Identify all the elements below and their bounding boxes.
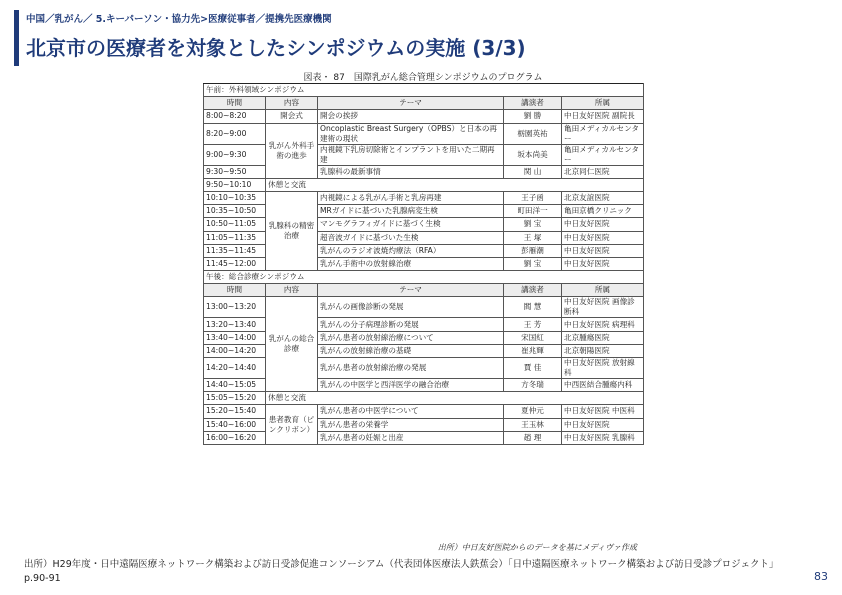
table-row — [204, 191, 644, 204]
affiliation-cell: 北京朝陽医院 — [562, 344, 644, 357]
speaker-cell: 趙 理 — [504, 431, 562, 444]
speaker-cell: 宋国紅 — [504, 331, 562, 344]
speaker-cell: 劉 宝 — [504, 257, 562, 270]
breadcrumb: 中国／乳がん／ 5.キーパーソン・協力先>医療従事者／提携先医療機関 — [26, 14, 332, 25]
time-cell: 14:40~15:05 — [204, 379, 266, 392]
theme-cell: 超音波ガイドに基づいた生検 — [318, 231, 504, 244]
time-cell: 15:20~15:40 — [204, 405, 266, 418]
time-cell: 8:00~8:20 — [204, 110, 266, 123]
column-header: 講演者 — [504, 97, 562, 110]
speaker-cell: 王玉林 — [504, 418, 562, 431]
column-header: テーマ — [318, 97, 504, 110]
content-cell: 患者教育（ピンクリボン） — [266, 405, 318, 445]
table-row — [204, 297, 644, 318]
column-header: 所属 — [562, 284, 644, 297]
program-figure — [203, 70, 643, 552]
theme-cell: Oncoplastic Breast Surgery（OPBS）と日本の再建術の現状 — [318, 123, 504, 144]
affiliation-cell: 中日友好医院 — [562, 244, 644, 257]
affiliation-cell: 亀田メディカルセンター — [562, 144, 644, 165]
time-cell: 11:05~11:35 — [204, 231, 266, 244]
theme-cell: 乳がん患者の妊娠と出産 — [318, 431, 504, 444]
table-row — [204, 110, 644, 123]
theme-cell: 乳がんの中医学と西洋医学の融合治療 — [318, 379, 504, 392]
theme-cell: 乳がん患者の中医学について — [318, 405, 504, 418]
page-number: 83 — [814, 570, 828, 583]
content-cell: 開会式 — [266, 110, 318, 123]
time-cell: 13:40~14:00 — [204, 331, 266, 344]
column-header: 講演者 — [504, 284, 562, 297]
affiliation-cell: 中日友好医院 中医科 — [562, 405, 644, 418]
figure-title: 図表・ 87 国際乳がん総合管理シンポジウムのプログラム — [303, 73, 543, 83]
time-cell: 13:00~13:20 — [204, 297, 266, 318]
program-table — [203, 83, 644, 445]
affiliation-cell: 中日友好医院 — [562, 257, 644, 270]
time-cell: 15:05~15:20 — [204, 392, 266, 405]
column-header: 時間 — [204, 97, 266, 110]
affiliation-cell: 中日友好医院 病理科 — [562, 318, 644, 331]
theme-cell: 乳がんの分子病理診断の発展 — [318, 318, 504, 331]
table-row — [204, 392, 644, 405]
speaker-cell: 坂本尚美 — [504, 144, 562, 165]
time-cell: 15:40~16:00 — [204, 418, 266, 431]
speaker-cell: 関 山 — [504, 165, 562, 178]
header-row — [204, 97, 644, 110]
content-cell: 乳がん外科手術の進歩 — [266, 123, 318, 178]
column-header: 時間 — [204, 284, 266, 297]
affiliation-cell: 北京腫瘍医院 — [562, 331, 644, 344]
affiliation-cell: 中日友好医院 画像診断科 — [562, 297, 644, 318]
theme-cell: 乳がん患者の放射線治療の発展 — [318, 358, 504, 379]
affiliation-cell: 中日友好医院 — [562, 218, 644, 231]
theme-cell: 開会の挨拶 — [318, 110, 504, 123]
speaker-cell: 町田洋一 — [504, 205, 562, 218]
header-row — [204, 284, 644, 297]
theme-cell: 乳がんの放射線治療の基礎 — [318, 344, 504, 357]
speaker-cell: 王 塚 — [504, 231, 562, 244]
table-row — [204, 123, 644, 144]
break-cell: 休憩と交流 — [266, 178, 644, 191]
figure-source-note: 出所）中日友好医院からのデータを基にメディヴァ作成 — [437, 543, 637, 552]
theme-cell: 乳がん手術中の放射線治療 — [318, 257, 504, 270]
table-row — [204, 178, 644, 191]
time-cell: 10:35~10:50 — [204, 205, 266, 218]
affiliation-cell: 北京同仁医院 — [562, 165, 644, 178]
theme-cell: 乳腺科の最新事情 — [318, 165, 504, 178]
time-cell: 10:50~11:05 — [204, 218, 266, 231]
theme-cell: MRガイドに基づいた乳腺病変生検 — [318, 205, 504, 218]
time-cell: 9:50~10:10 — [204, 178, 266, 191]
section-label: 午後：総合診療シンポジウム — [204, 271, 644, 284]
affiliation-cell: 北京友誼医院 — [562, 191, 644, 204]
column-header: 内容 — [266, 97, 318, 110]
speaker-cell: 王子函 — [504, 191, 562, 204]
speaker-cell: 閻 慧 — [504, 297, 562, 318]
section-row — [204, 84, 644, 97]
theme-cell: 乳がん患者の栄養学 — [318, 418, 504, 431]
speaker-cell: 栃園英祐 — [504, 123, 562, 144]
time-cell: 9:00~9:30 — [204, 144, 266, 165]
footer-source: 出所）H29年度・日中遠隔医療ネットワーク構築および訪日受診促進コンソーシアム（代表団体医療法人鉄蕉会）「日中遠隔医療ネットワーク構築および訪日受診プロジェクト」p.90-91 — [24, 559, 774, 584]
content-cell: 乳がんの総合診療 — [266, 297, 318, 392]
affiliation-cell: 中日友好医院 — [562, 231, 644, 244]
affiliation-cell: 中西医結合腫瘍内科 — [562, 379, 644, 392]
page-title: 北京市の医療者を対象としたシンポジウムの実施 (3/3) — [26, 36, 526, 60]
affiliation-cell: 中日友好医院 放射線科 — [562, 358, 644, 379]
speaker-cell: 劉 宝 — [504, 218, 562, 231]
time-cell: 10:10~10:35 — [204, 191, 266, 204]
speaker-cell: 夏仲元 — [504, 405, 562, 418]
affiliation-cell: 亀田京橋クリニック — [562, 205, 644, 218]
table-row — [204, 405, 644, 418]
affiliation-cell: 中日友好医院 — [562, 418, 644, 431]
column-header: テーマ — [318, 284, 504, 297]
affiliation-cell: 亀田メディカルセンター — [562, 123, 644, 144]
time-cell: 9:30~9:50 — [204, 165, 266, 178]
speaker-cell: 方冬瑞 — [504, 379, 562, 392]
theme-cell: 内視鏡下乳房切除術とインプラントを用いた二期再建 — [318, 144, 504, 165]
time-cell: 11:45~12:00 — [204, 257, 266, 270]
time-cell: 14:00~14:20 — [204, 344, 266, 357]
speaker-cell: 崔兆輝 — [504, 344, 562, 357]
speaker-cell: 彭雁潮 — [504, 244, 562, 257]
title-accent-bar — [14, 10, 19, 66]
speaker-cell: 劉 勝 — [504, 110, 562, 123]
time-cell: 13:20~13:40 — [204, 318, 266, 331]
break-cell: 休憩と交流 — [266, 392, 644, 405]
affiliation-cell: 中日友好医院 副院長 — [562, 110, 644, 123]
time-cell: 8:20~9:00 — [204, 123, 266, 144]
theme-cell: 乳がん患者の放射線治療について — [318, 331, 504, 344]
time-cell: 11:35~11:45 — [204, 244, 266, 257]
speaker-cell: 賈 佳 — [504, 358, 562, 379]
column-header: 所属 — [562, 97, 644, 110]
speaker-cell: 王 芳 — [504, 318, 562, 331]
section-row — [204, 271, 644, 284]
theme-cell: 乳がんのラジオ波焼灼療法（RFA） — [318, 244, 504, 257]
column-header: 内容 — [266, 284, 318, 297]
content-cell: 乳腺科の精密治療 — [266, 191, 318, 270]
time-cell: 16:00~16:20 — [204, 431, 266, 444]
affiliation-cell: 中日友好医院 乳腺科 — [562, 431, 644, 444]
theme-cell: 乳がんの画像診断の発展 — [318, 297, 504, 318]
theme-cell: マンモグラフィガイドに基づく生検 — [318, 218, 504, 231]
theme-cell: 内視鏡による乳がん手術と乳房再建 — [318, 191, 504, 204]
section-label: 午前：外科領域シンポジウム — [204, 84, 644, 97]
time-cell: 14:20~14:40 — [204, 358, 266, 379]
